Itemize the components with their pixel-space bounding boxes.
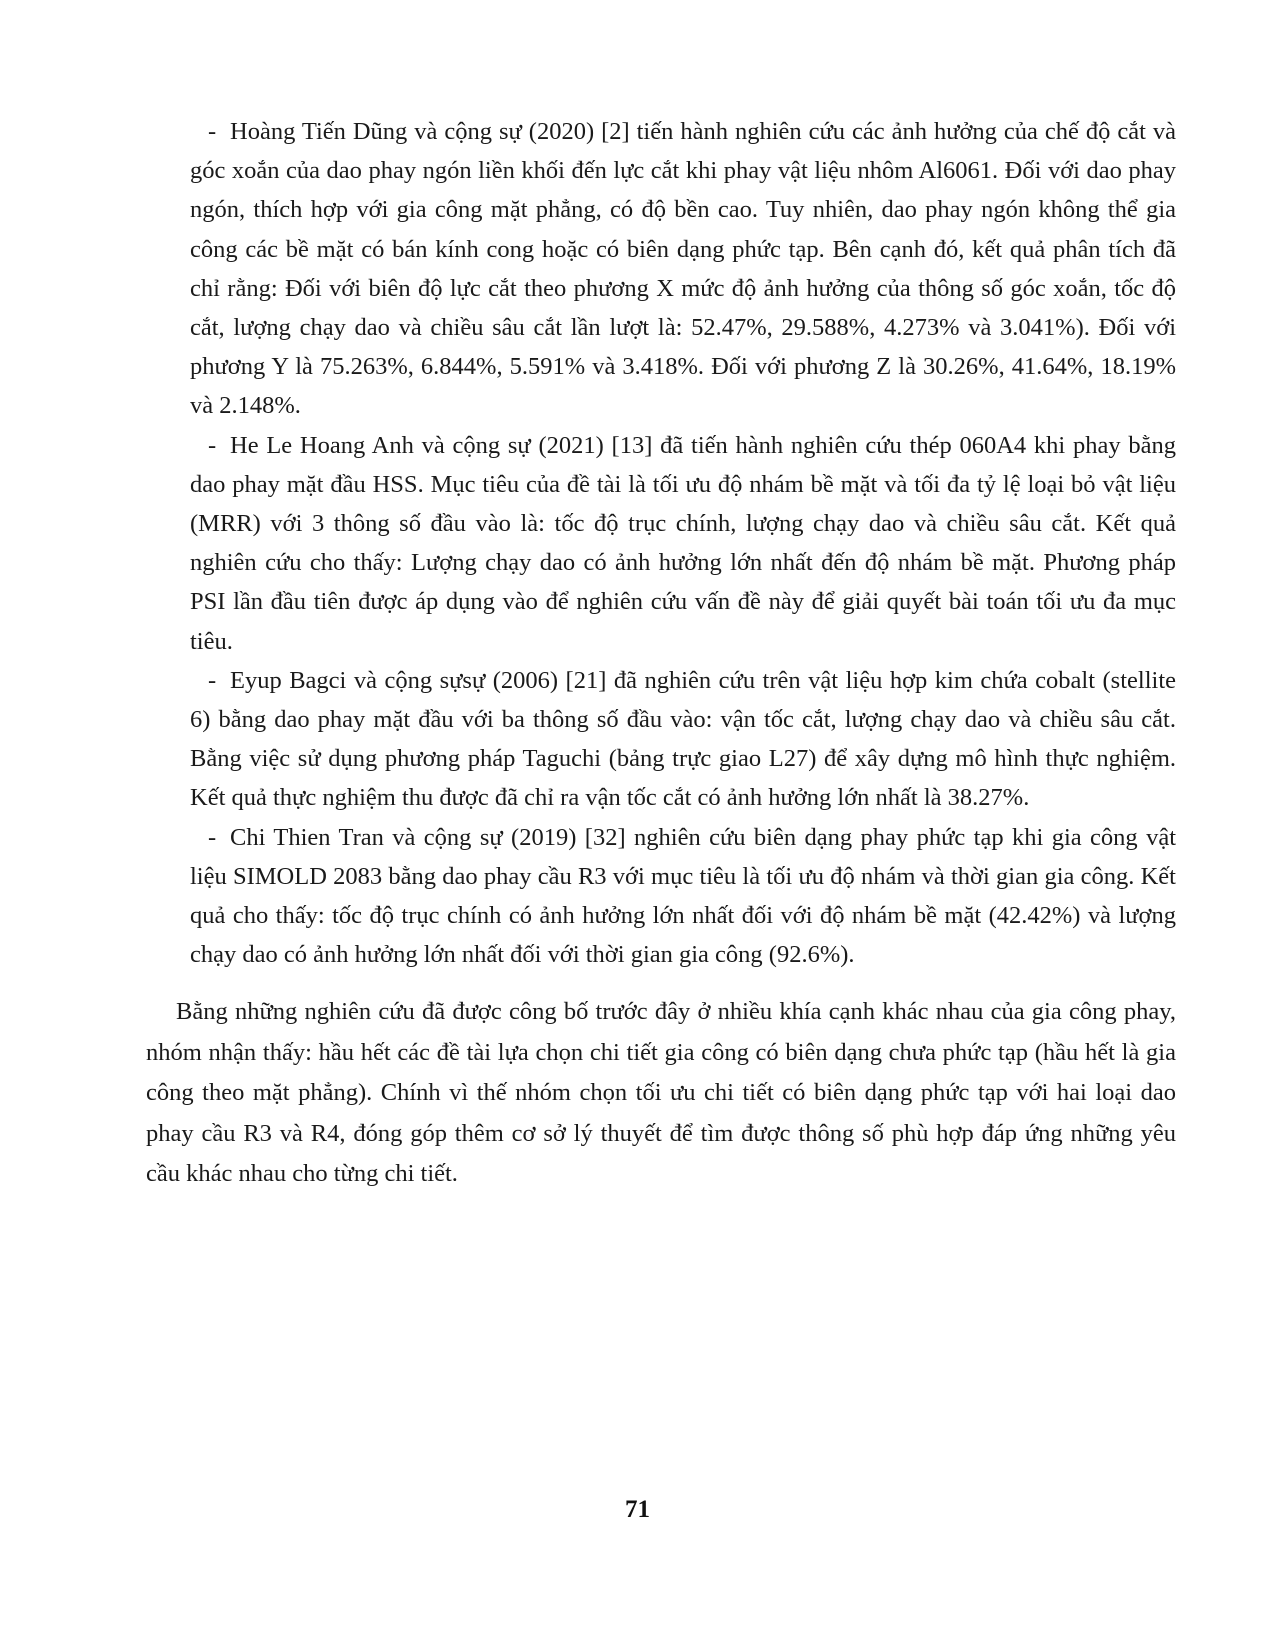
list-item-text: Hoàng Tiến Dũng và cộng sự (2020) [2] tiến hành nghiên cứu các ảnh hưởng của chế độ cắt và góc xoắn của dao phay ngón liền khối đến lực cắt khi phay vật liệu nhôm Al6061. Đối với dao phay ngón, thích hợp với gia công mặt phẳng, có độ bền cao. Tuy nhiên, dao phay ngón không thể gia công các bề mặt có bán kính cong hoặc có biên dạng phức tạp. Bên cạnh đó, kết quả phân tích đã chỉ rằng: Đối với biên độ lực cắt theo phương X mức độ ảnh hưởng của thông số góc xoắn, tốc độ cắt, lượng chạy dao và chiều sâu cắt lần lượt là: 52.47%, 29.588%, 4.273% và 3.041%). Đối với phương Y là 75.263%, 6.844%, 5.591% và 3.418%. Đối với phương Z là 30.26%, 41.64%, 18.19% và 2.148%.	[190, 118, 1176, 420]
list-item	[146, 112, 1176, 426]
bullet-dash: -	[208, 118, 217, 145]
bullet-dash: -	[208, 431, 217, 459]
literature-review-list	[146, 112, 1176, 974]
conclusion-paragraph: Bằng những nghiên cứu đã được công bố trước đây ở nhiều khía cạnh khác nhau của gia công phay, nhóm nhận thấy: hầu hết các đề tài lựa chọn chi tiết gia công có biên dạng chưa phức tạp (hầu hết là gia công theo mặt phẳng). Chính vì thế nhóm chọn tối ưu chi tiết có biên dạng phức tạp với hai loại dao phay cầu R3 và R4, đóng góp thêm cơ sở lý thuyết để tìm được thông số phù hợp đáp ứng những yêu cầu khác nhau cho từng chi tiết.	[146, 998, 1176, 1188]
list-item	[146, 818, 1176, 975]
list-item-text: He Le Hoang Anh và cộng sự (2021) [13] đã tiến hành nghiên cứu thép 060A4 khi phay bằng dao phay mặt đầu HSS. Mục tiêu của đề tài là tối ưu độ nhám bề mặt và tối đa tỷ lệ loại bỏ vật liệu (MRR) với 3 thông số đầu vào là: tốc độ trục chính, lượng chạy dao và chiều sâu cắt. Kết quả nghiên cứu cho thấy: Lượng chạy dao có ảnh hưởng lớn nhất đến độ nhám bề mặt. Phương pháp PSI lần đầu tiên được áp dụng vào để nghiên cứu vấn đề này để giải quyết bài toán tối ưu đa mục tiêu.	[190, 431, 1176, 655]
list-item	[146, 426, 1176, 661]
bullet-dash: -	[208, 823, 217, 851]
bullet-dash: -	[208, 666, 217, 694]
page-content	[146, 112, 1176, 1195]
page-number: 71	[625, 1496, 650, 1523]
list-item-text: Eyup Bagci và cộng sựsự (2006) [21] đã nghiên cứu trên vật liệu hợp kim chứa cobalt (stellite 6) bằng dao phay mặt đầu với ba thông số đầu vào: vận tốc cắt, lượng chạy dao và chiều sâu cắt. Bằng việc sử dụng phương pháp Taguchi (bảng trực giao L27) để xây dựng mô hình thực nghiệm. Kết quả thực nghiệm thu được đã chỉ ra vận tốc cắt có ảnh hưởng lớn nhất là 38.27%.	[190, 666, 1176, 812]
list-item	[146, 661, 1176, 818]
list-item-text: Chi Thien Tran và cộng sự (2019) [32] nghiên cứu biên dạng phay phức tạp khi gia công vật liệu SIMOLD 2083 bằng dao phay cầu R3 với mục tiêu là tối ưu độ nhám và thời gian gia công. Kết quả cho thấy: tốc độ trục chính có ảnh hưởng lớn nhất đối với độ nhám bề mặt (42.42%) và lượng chạy dao có ảnh hưởng lớn nhất đối với thời gian gia công (92.6%).	[190, 823, 1176, 969]
